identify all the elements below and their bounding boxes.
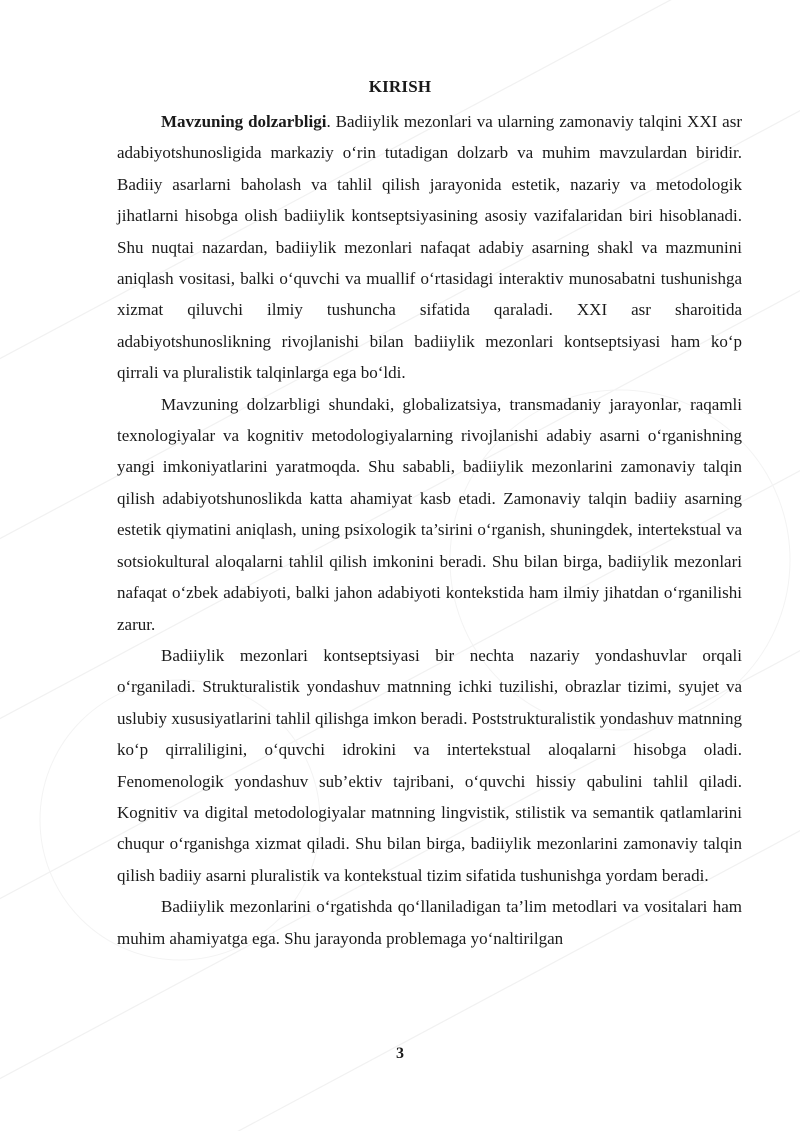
paragraph-text: Badiiylik mezonlari kontseptsiyasi bir nechta nazariy yondashuvlar orqali o‘rganiladi. Strukturalistik yondashuv matnning ichki tuzilishi, obrazlar tizimi, syujet va uslubiy xususiyatlarini tahlil qilishga imkon beradi. Poststrukturalistik yondashuv matnning ko‘p qirraliligini, o‘quvchi idrokini va intertekstual aloqalarni hisobga oladi. Fenomenologik yondashuv sub’ektiv tajribani, o‘quvchi hissiy qabulini tahlil qiladi. Kognitiv va digital metodologiyalar matnning lingvistik, stilistik va semantik qatlamlarini chuqur o‘rganishga xizmat qiladi. Shu bilan birga, badiiylik mezonlarini zamonaviy talqin qilish badiiy asarni pluralistik va kontekstual tizim sifatida tushunishga yordam beradi. bbox=[117, 645, 742, 885]
paragraph-1 bbox=[117, 106, 742, 389]
paragraph-4 bbox=[117, 891, 742, 954]
paragraph-text: . Badiiylik mezonlari va ularning zamonaviy talqini XXI asr adabiyotshunosligida markaziy o‘rin tutadigan dolzarb va muhim mavzulardan biridir. Badiiy asarlarni baholash va tahlil qilish jarayonida estetik, nazariy va metodologik jihatlarni hisobga olish badiiylik kontseptsiyasining asosiy vazifalaridan biri hisoblanadi. Shu nuqtai nazardan, badiiylik mezonlari nafaqat adabiy asarning shakl va mazmunini aniqlash vositasi, balki o‘quvchi va muallif o‘rtasidagi interaktiv munosabatni tushunishga xizmat qiluvchi ilmiy tushuncha sifatida qaraladi. XXI asr sharoitida adabiyotshunoslikning rivojlanishi bilan badiiylik mezonlari kontseptsiyasi ham ko‘p qirrali va pluralistik talqinlarga ega bo‘ldi. bbox=[117, 112, 742, 383]
paragraph-3 bbox=[117, 640, 742, 891]
page-number: 3 bbox=[396, 1045, 404, 1062]
body-text bbox=[117, 106, 742, 954]
paragraph-text: Mavzuning dolzarbligi shundaki, globalizatsiya, transmadaniy jarayonlar, raqamli texnologiyalar va kognitiv metodologiyalarning rivojlanishi adabiy asarni o‘rganishning yangi imkoniyatlarini yaratmoqda. Shu sababli, badiiylik mezonlarini zamonaviy talqin qilish adabiyotshunoslikda katta ahamiyat kasb etadi. Zamonaviy talqin badiiy asarning estetik qiymatini aniqlash, uning psixologik ta’sirini o‘rganish, shuningdek, intertekstual va sotsiokultural aloqalarni tahlil qilish imkonini beradi. Shu bilan birga, badiiylik mezonlari nafaqat o‘zbek adabiyoti, balki jahon adabiyoti kontekstida ham ilmiy jihatdan o‘rganilishi zarur. bbox=[117, 394, 742, 634]
section-heading: KIRISH bbox=[368, 77, 432, 96]
paragraph-text: Badiiylik mezonlarini o‘rgatishda qo‘llaniladigan ta’lim metodlari va vositalari ham muhim ahamiyatga ega. Shu jarayonda problemaga yo‘naltirilgan bbox=[117, 897, 742, 948]
paragraph-2 bbox=[117, 389, 742, 640]
paragraph-lead-bold: Mavzuning dolzarbligi bbox=[161, 112, 327, 131]
